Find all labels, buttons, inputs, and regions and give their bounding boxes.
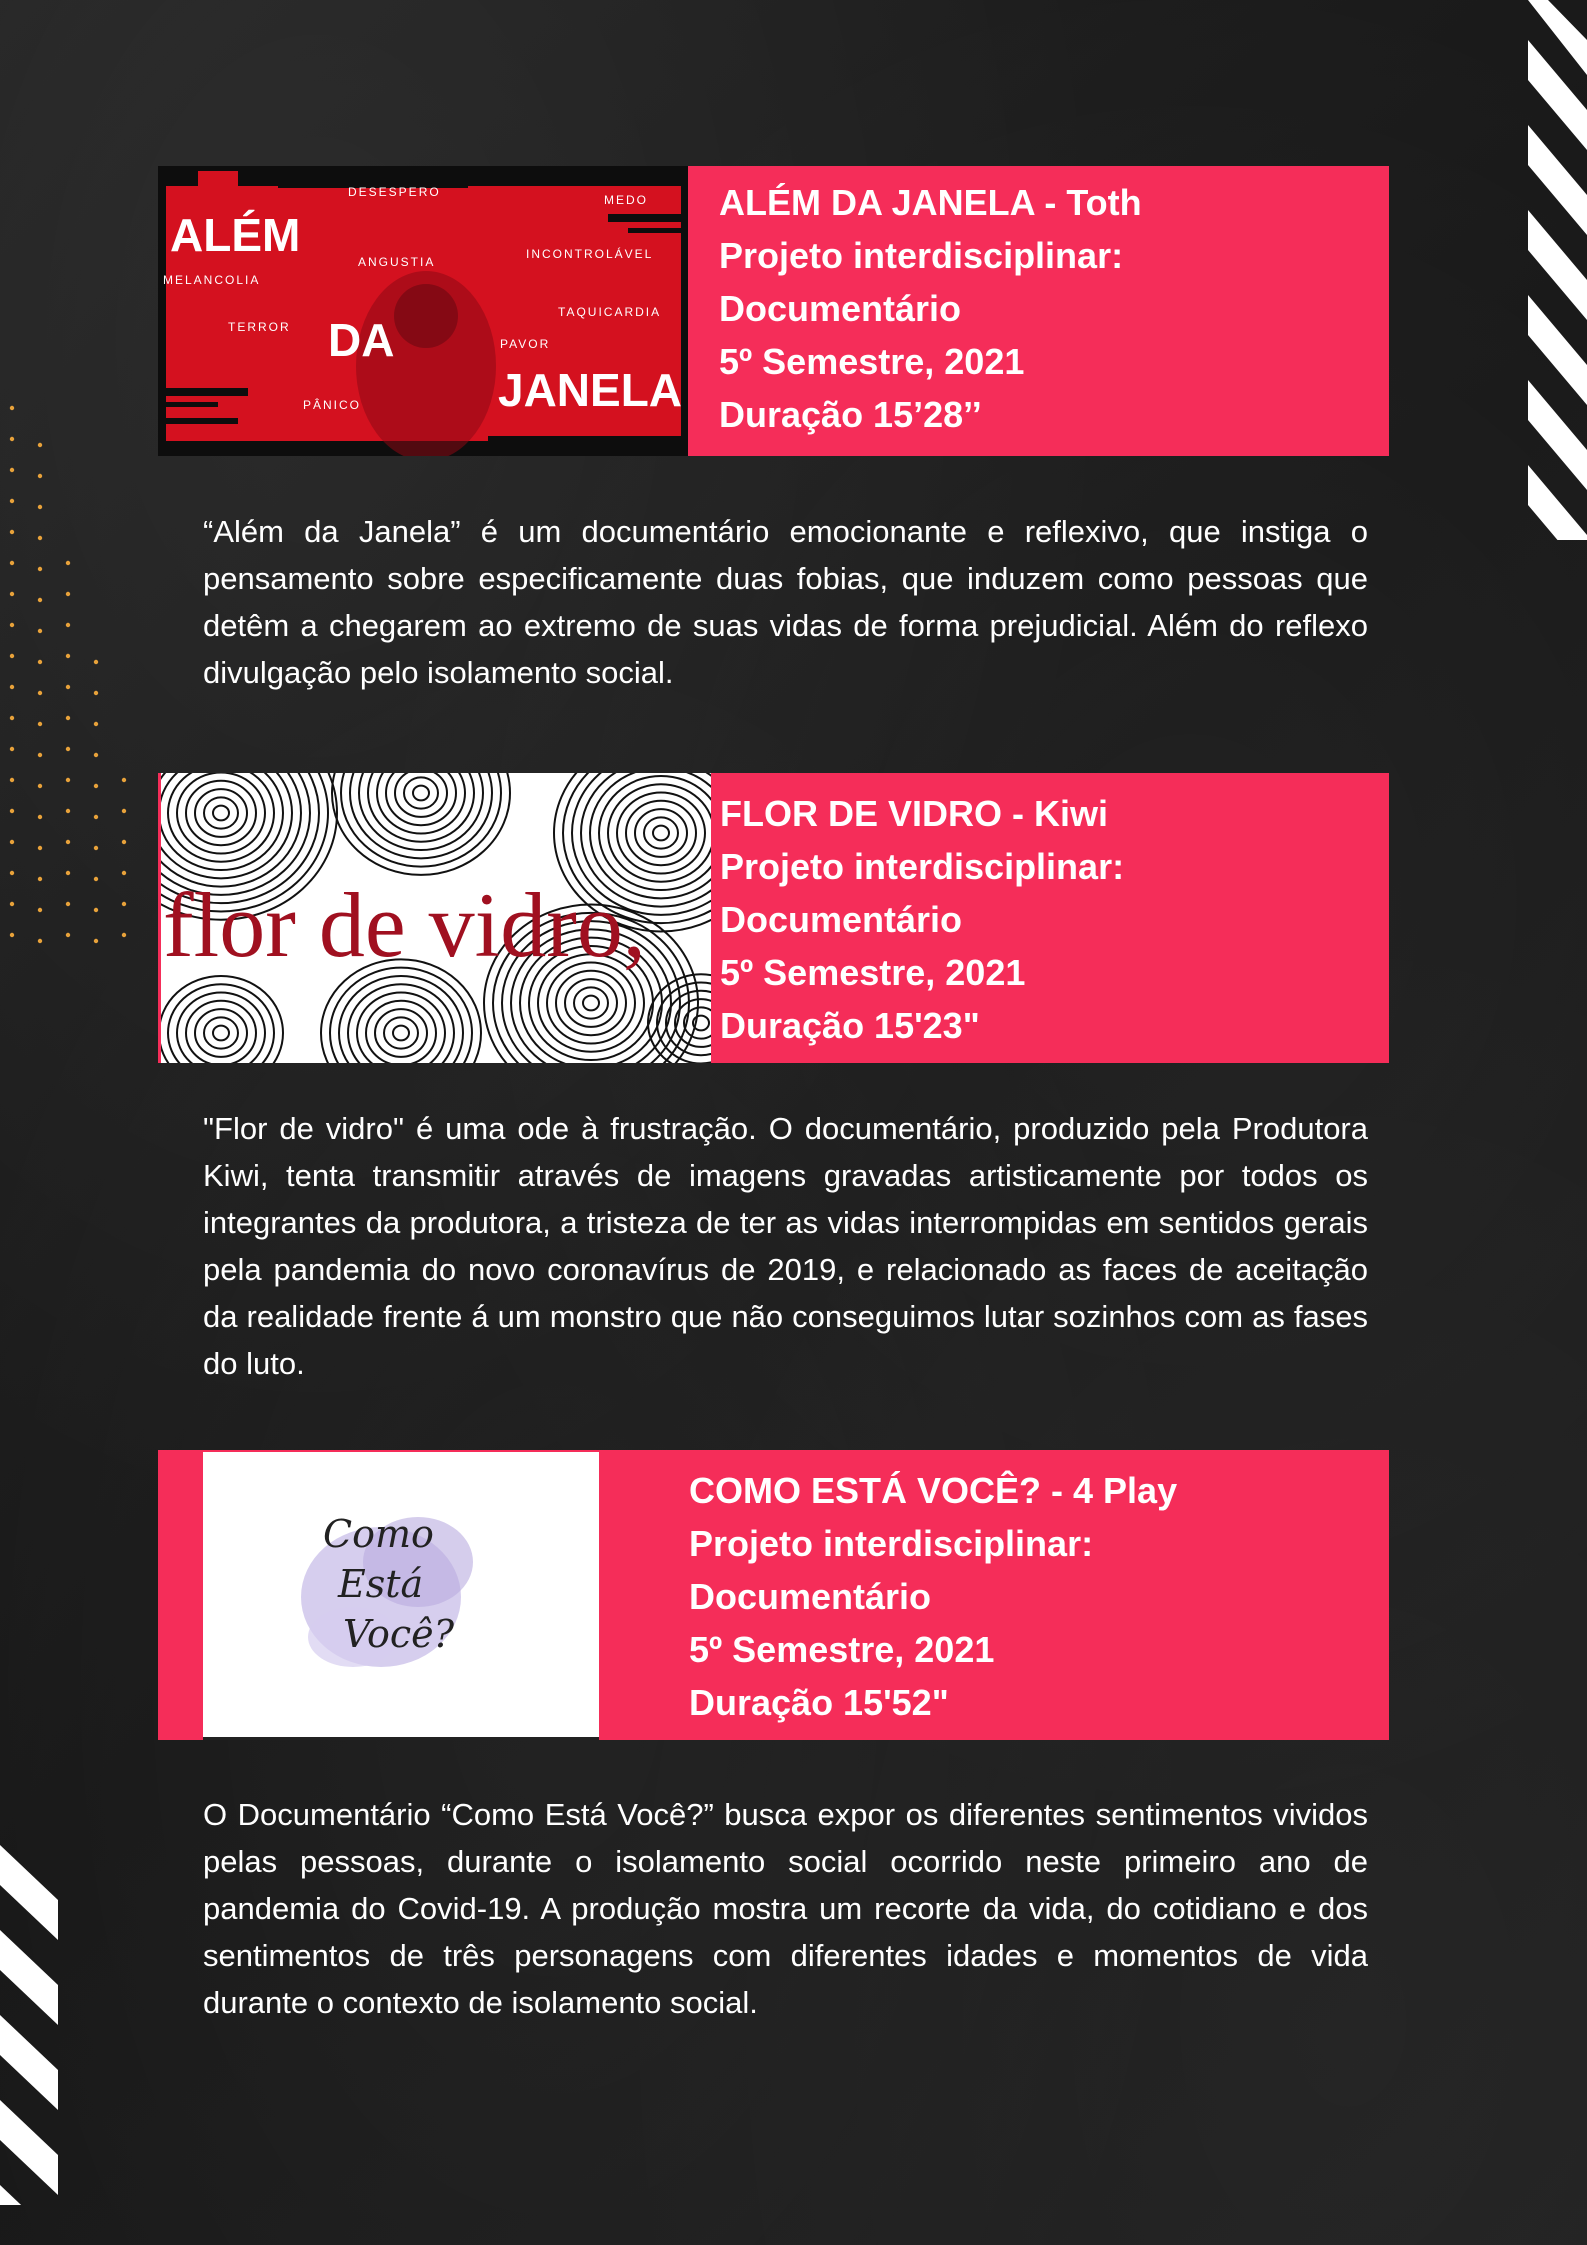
poster-tag: TAQUICARDIA [558, 305, 662, 319]
card-description: O Documentário “Como Está Você?” busca expor os diferentes sentimentos vividos pelas pessoas, durante o isolamento social ocorrido neste primeiro ano de pandemia do Covid-19. A produção mostra um recorte da vida, do cotidiano e dos sentimentos de três personagens com diferentes idades e momentos de vida durante o contexto de isolamento social. [203, 1797, 1368, 2020]
card-title: FLOR DE VIDRO - Kiwi [720, 793, 1109, 834]
decorative-stripes-top-right [1528, 0, 1587, 540]
card-description: “Além da Janela” é um documentário emocionante e reflexivo, que instiga o pensamento sobre especificamente duas fobias, que induzem como pessoas que detêm a chegarem ao extremo de suas vidas de forma prejudicial. Além do reflexo divulgação pelo isolamento social. [203, 514, 1368, 690]
card-genre: Documentário [719, 288, 962, 329]
card-genre: Documentário [689, 1576, 932, 1617]
poster-text-line: Você? [343, 1612, 454, 1656]
poster-image-como-esta-voce [203, 1452, 599, 1740]
card-project-type: Projeto interdisciplinar: [719, 235, 1124, 276]
card-info [720, 787, 1124, 1052]
decorative-dot-grid [8, 398, 148, 958]
card-genre: Documentário [720, 899, 963, 940]
card-project-type: Projeto interdisciplinar: [689, 1523, 1094, 1564]
poster-image-alem-da-janela [158, 166, 688, 456]
card-info [719, 176, 1142, 441]
poster-word-alem: ALÉM [170, 209, 301, 261]
poster-tag: TERROR [228, 320, 291, 334]
poster-word-da: DA [328, 314, 395, 366]
poster-text-line: Está [338, 1562, 424, 1606]
card-duration: Duração 15'52" [689, 1682, 949, 1723]
poster-tag: MELANCOLIA [163, 273, 261, 287]
card-title: COMO ESTÁ VOCÊ? - 4 Play [689, 1470, 1178, 1511]
poster-text-line: Como [323, 1512, 434, 1556]
card-project-type: Projeto interdisciplinar: [720, 846, 1125, 887]
card-description: "Flor de vidro" é uma ode à frustração. O documentário, produzido pela Produtora Kiwi, tenta transmitir através de imagens gravadas artisticamente por todos os integrantes da produtora, a tristeza de ter as vidas interrompidas em sentidos gerais pela pandemia do novo coronavírus de 2019, e relacionado as faces de aceitação da realidade frente á um monstro que não conseguimos lutar sozinhos com as fases do luto. [203, 1111, 1368, 1381]
poster-tag: DESESPERO [348, 185, 441, 199]
documentary-card-2 [158, 773, 1389, 1063]
poster-tag: INCONTROLÁVEL [526, 247, 654, 261]
card-title: ALÉM DA JANELA - Toth [719, 182, 1142, 223]
poster-tag: ANGUSTIA [358, 255, 436, 269]
card-info [689, 1464, 1177, 1729]
poster-image-flor-de-vidro [161, 773, 711, 1063]
poster-title-text: flor de vidro, [163, 874, 646, 976]
card-semester: 5º Semestre, 2021 [719, 341, 1025, 382]
documentary-card-1 [158, 166, 1389, 456]
poster-tag: MEDO [604, 193, 648, 207]
poster-tag: PÂNICO [303, 398, 362, 412]
poster-word-janela: JANELA [498, 364, 683, 416]
card-duration: Duração 15'23" [720, 1005, 980, 1046]
card-duration: Duração 15’28’’ [719, 394, 982, 435]
decorative-stripes-bottom-left [0, 1840, 58, 2205]
poster-tag: PAVOR [500, 337, 551, 351]
card-semester: 5º Semestre, 2021 [689, 1629, 995, 1670]
documentary-card-3 [158, 1450, 1389, 1740]
card-semester: 5º Semestre, 2021 [720, 952, 1026, 993]
